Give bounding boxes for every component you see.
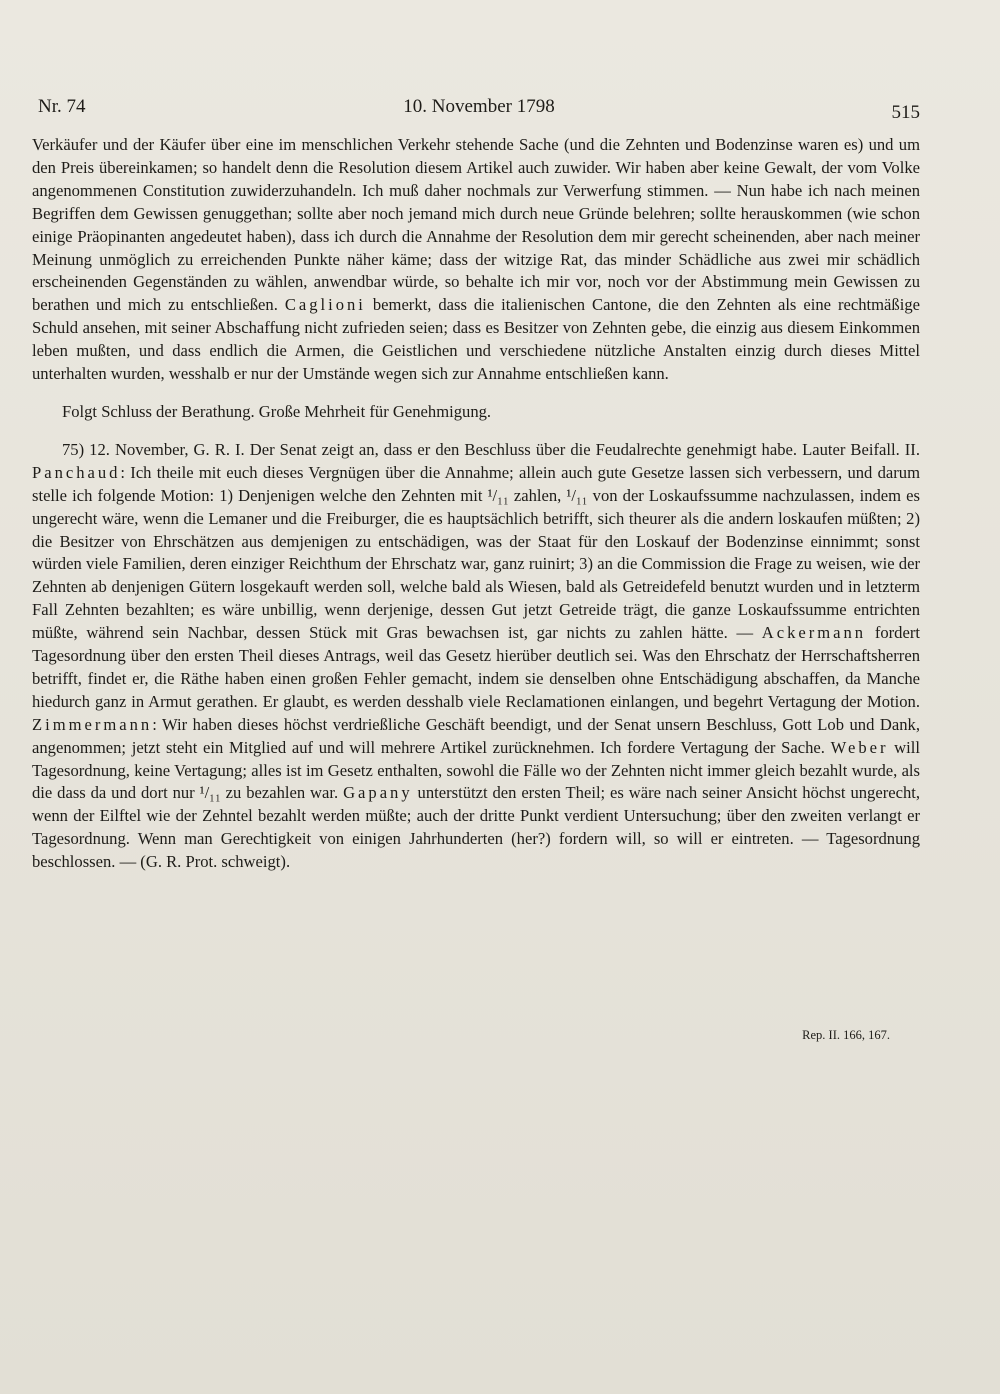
paragraph-3-text-a: 75) 12. November, G. R. I. Der Senat zeigt an, dass er den Beschluss über die Feudalrechte genehmigt habe. Lauter Beifall. II. xyxy=(62,439,920,459)
speaker-gapany: Gapany xyxy=(343,783,413,803)
paragraph-2: Folgt Schluss der Berathung. Große Mehrheit für Genehmigung. xyxy=(62,401,492,421)
header-date: 10. November 1798 xyxy=(403,96,555,117)
paragraph-3-text-f: unterstützt den ersten Theil; es wäre nach seiner Ansicht höchst ungerecht, wenn der Eilftel wie der Zehntel bezahlt werden müßte; auch der dritte Punkt verdient Untersuchung; über den zweiten verlangt er Tagesordnung. Wenn man Gerechtigkeit von einigen Jahrhunderten (her?) fordern will, so will er eintreten. — Tagesordnung beschlossen. — (G. R. Prot. schweigt). xyxy=(32,783,921,872)
page-number: 515 xyxy=(891,102,920,123)
speaker-ackermann: Ackermann xyxy=(761,623,867,643)
speaker-zimmermann: Zimmermann xyxy=(32,714,153,734)
paragraph-3-text-c: fordert Tagesordnung über den ersten Theil dieses Antrags, weil das Gesetz hierüber deutlich sei. Was den Ehrschatz der Herrschaftsherren betrifft, findet er, die Räthe haben einen großen Fehler gemacht, indem sie denselben ohne Entschädigung abschaffen, da Manche hiedurch ganz in Armut gerathen. Er glaubt, es werden desshalb viele Reclamationen einlangen, und begehrt Vertagung der Motion. xyxy=(32,623,920,711)
paragraph-1-text-b: bemerkt, dass die italienischen Cantone, die den Zehnten als eine rechtmäßige Schuld ansehen, mit seiner Abschaffung nicht zufrieden seien; dass es Besitzer von Zehnten gebe, die einzig aus diesem Einkommen leben mußten, und dass endlich die Armen, die Geistlichen und verschiedene nützliche Anstalten einzig durch dieses Mittel unterhalten wurden, wesshalb er nur der Umstände wegen sich zur Annahme entschließen kann. xyxy=(32,295,920,384)
speaker-weber: Weber xyxy=(830,737,889,757)
paragraph-3-text-b: : Ich theile mit euch dieses Vergnügen über die Annahme; allein auch gute Gesetze lassen sich verbessern, und darum stelle ich folgende Motion: 1) Denjenigen welche den Zehnten mit ¹/₁₁ zahlen, ¹/₁₁ von der Loskaufssumme nachzulassen, indem es ungerecht wäre, wenn die Lemaner und die Freiburger, die es hauptsächlich betrifft, sich theurer als die andern loskaufen müßten; 2) die Besitzer von Ehrschätzen aus demjenigen zu entschädigen, was der Staat für den Loskauf der Bodenzinse einnimmt; sonst würden viele Familien, deren einziger Reichthum der Ehrschatz war, ganz ruinirt; 3) an die Commission die Frage zu weisen, wie der Zehnten ab denjenigen Gütern losgekauft werden soll, welche bald als Wiesen, bald als Getreidefeld benutzt wurden und in letzterm Fall Zehnten bezahlten; es wäre unbillig, wenn derjenige, dessen Gut jetzt Getreide trägt, die ganze Loskaufssumme entrichten müßte, während sein Nachbar, dessen Stück mit Gras bewachsen ist, gar nichts zu zahlen hätte. — xyxy=(32,462,920,643)
speaker-panchaud: Panchaud xyxy=(32,462,121,482)
paragraph-3 xyxy=(32,439,920,874)
speaker-caglioni: Caglioni xyxy=(284,295,366,315)
page-header xyxy=(38,96,920,124)
paragraph-gap xyxy=(32,386,920,401)
paragraph-gap xyxy=(32,424,920,439)
paragraph-1-text-a: Verkäufer und der Käufer über eine im menschlichen Verkehr stehende Sache (und die Zehnten und Bodenzinse waren es) und um den Preis übereinkamen; so handelt denn die Resolution diesem Artikel auch zuwider. Wir haben aber keine Gewalt, der vom Volke angenommenen Constitution zuwiderzuhandeln. Ich muß daher nochmals zur Verwerfung stimmen. — Nun habe ich nach meinen Begriffen dem Gewissen genuggethan; sollte aber noch jemand mich durch neue Gründe belehren; sollte herauskommen (wie schon einige Präopinanten angedeutet haben), dass ich durch die Annahme der Resolution dem mir gerecht scheinenden, aber nach meiner Meinung unmöglich zu erreichenden Punkte näher käme; dass der witzige Rat, das minder Schädliche aus zwei mir schädlich erscheinenden Gegenständen zu wählen, anwendbar würde, so behalte ich mir vor, noch vor der Abstimmung mein Gewissen zu berathen und mich zu entschließen. xyxy=(32,135,920,315)
body-text xyxy=(32,134,920,874)
source-reference: Rep. II. 166, 167. xyxy=(802,1028,890,1042)
document-number: Nr. 74 xyxy=(38,96,86,117)
paragraph-1 xyxy=(32,134,920,386)
paragraph-3-text-d: : Wir haben dieses höchst verdrießliche Geschäft beendigt, und der Senat unsern Beschluss, Gott Lob und Dank, angenommen; jetzt steht ein Mitglied auf und will mehrere Artikel zurücknehmen. Ich fordere Vertagung der Sache. xyxy=(32,714,920,757)
paragraph-3-text-e: will Tagesordnung, keine Vertagung; alles ist im Gesetz enthalten, sowohl die Fälle wo der Zehnten nicht immer gleich bezahlt wurde, als die dass da und dort nur ¹/₁₁ zu bezahlen war. xyxy=(32,737,920,803)
